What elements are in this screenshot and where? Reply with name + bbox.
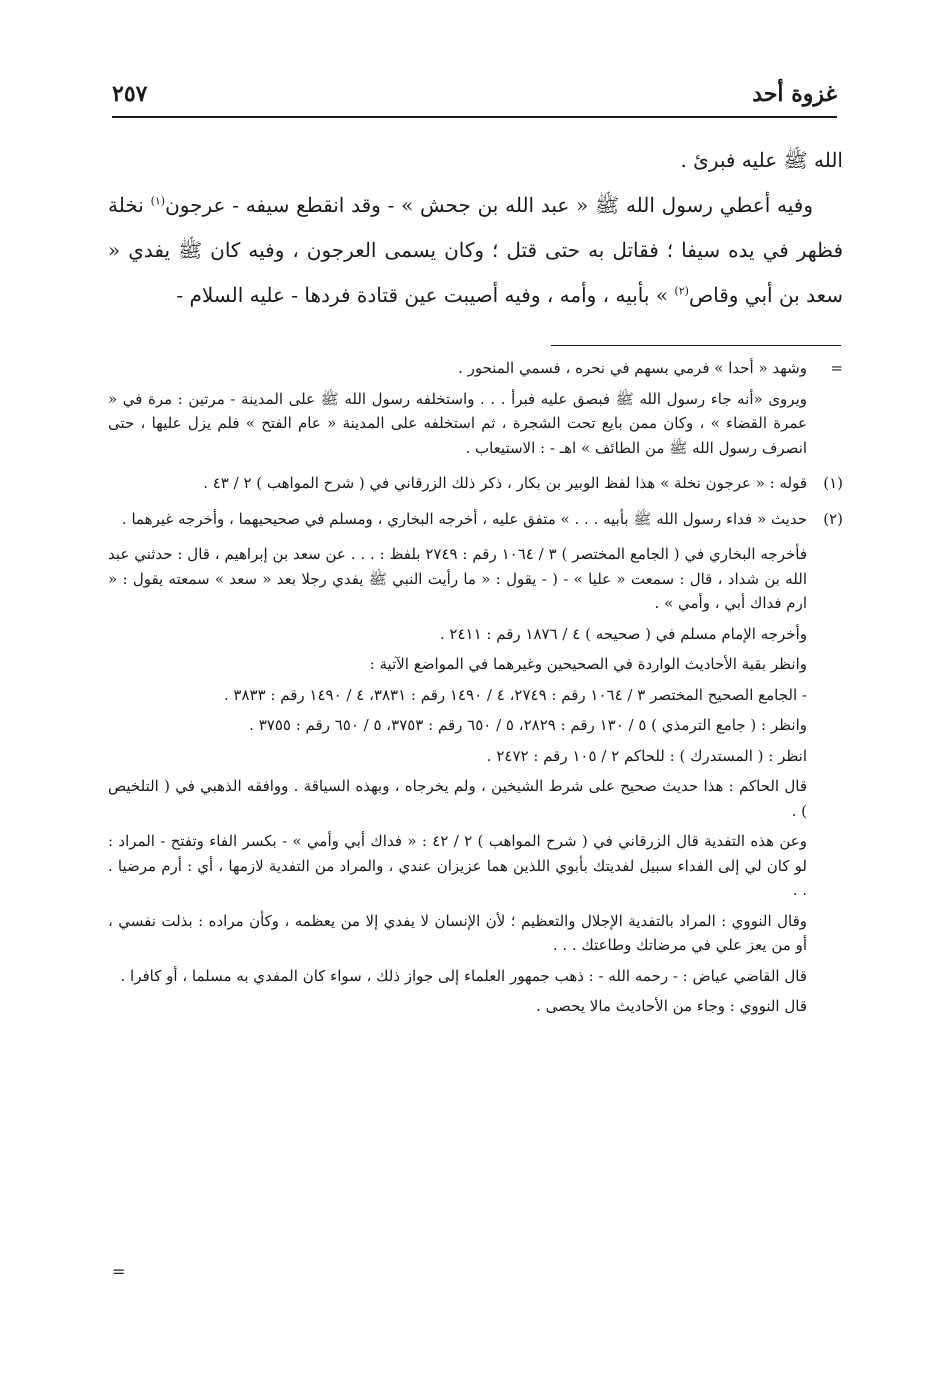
continuation-paragraph: وشهد « أحدا » فرمي بسهم في نحره ، فسمي المنحور . bbox=[458, 359, 807, 377]
footnote-2-paragraph: انظر : ( المستدرك ) : للحاكم ٢ / ١٠٥ رقم : ٢٤٧٢ . bbox=[486, 746, 807, 765]
footnote-1-body bbox=[108, 471, 807, 502]
footnote-2-paragraph: - الجامع الصحيح المختصر ٣ / ١٠٦٤ رقم : ٢٧٤٩، ٤ / ١٤٩٠ رقم : ٣٨٣١، ٤ / ١٤٩٠ رقم : ٣٨٣٣ . bbox=[223, 685, 807, 704]
footnote-2-marker: (٢) bbox=[823, 509, 843, 528]
footnote-separator bbox=[551, 345, 841, 346]
footnote-continuation bbox=[108, 356, 843, 466]
footnote-2-paragraph: فأخرجه البخاري في ( الجامع المختصر ) ٣ / ١٠٦٤ رقم : ٢٧٤٩ بلفظ : . . . عن سعد بن إبراهيم ، قال : حدثني عبد الله بن شداد ، قال : سمعت « عليا » - ( - يقول : « ما رأيت النبي ﷺ يفدي رجلا بعد « سعد » سمعته يقول : « ارم فداك أبي ، وأمي » . bbox=[108, 545, 807, 612]
footnote-2-paragraph: وانظر : ( جامع الترمذي ) ٥ / ١٣٠ رقم : ٢٨٢٩، ٥ / ٦٥٠ رقم : ٣٧٥٣، ٥ / ٦٥٠ رقم : ٣٧٥٥ . bbox=[249, 716, 807, 734]
footnote-2-paragraph: وعن هذه التفدية قال الزرقاني في ( شرح المواهب ) ٢ / ٤٢ : « فداك أبي وأمي » - بكسر الفاء وتفتح - المراد : لو كان لي إلى الفداء سبيل لفديتك بأبوي اللذين هما عزيزان عندي ، والمراد من التفدية لازمها ، أي : أرم مرضيا . . . bbox=[108, 832, 808, 899]
footnote-2-body bbox=[108, 507, 807, 538]
footnote-2-paragraph: وأخرجه الإمام مسلم في ( صحيحه ) ٤ / ١٨٧٦ رقم : ٢٤١١ . bbox=[439, 624, 807, 643]
footnote-2-paragraph: حديث « فداء رسول الله ﷺ بأبيه . . . » متفق عليه ، أخرجه البخاري ، ومسلم في صحيحيهما ، وأخرجه غيرهما . bbox=[121, 509, 807, 528]
main-paragraph-2-part-a: وفيه أعطي رسول الله ﷺ « عبد الله بن جحش » - وقد انقطع سيفه - عرجون bbox=[165, 193, 813, 217]
footnote-2-paragraph: وقال النووي : المراد بالتفدية الإجلال والتعظيم ؛ لأن الإنسان لا يفدي إلا من يعظمه ، وكأن مراده : بذلت نفسي ، أو من يعز علي في مرضاتك وطاعتك . . . bbox=[108, 911, 807, 954]
footnote-2-paragraph: قال النووي : وجاء من الأحاديث مالا يحصى . bbox=[536, 997, 807, 1015]
footnote-ref-1: (١) bbox=[150, 194, 166, 208]
page-number: ٢٥٧ bbox=[112, 81, 148, 107]
header-rule bbox=[112, 116, 837, 118]
running-title: غزوة أحد bbox=[752, 81, 837, 107]
footnote-ref-2: (٢) bbox=[674, 284, 689, 298]
main-paragraph-2-part-b: نخلة فظهر في يده سيفا ؛ فقاتل به حتى قتل ؛ وكان يسمى العرجون ، وفيه كان ﷺ يفدي « سعد بن أبي وقاص bbox=[108, 193, 843, 307]
footnote-1-text: قوله : « عرجون نخلة » هذا لفظ الوبير بن بكار ، ذكر ذلك الزرقاني في ( شرح المواهب ) ٢ / ٤٣ . bbox=[203, 474, 807, 492]
footnote-1 bbox=[108, 471, 843, 502]
main-paragraph-2 bbox=[108, 183, 843, 318]
footnotes bbox=[108, 356, 843, 1030]
footnote-2 bbox=[108, 507, 843, 538]
footnote-2-continued bbox=[108, 542, 843, 1025]
continuation-mark: = bbox=[830, 359, 843, 377]
continuation-body bbox=[108, 356, 807, 466]
footnote-2-paragraph: قال القاضي عياض : - رحمه الله - : ذهب جمهور العلماء إلى جواز ذلك ، سواء كان المفدي به مسلما ، أو كافرا . bbox=[120, 966, 807, 985]
main-paragraph-2-part-c: » بأبيه ، وأمه ، وفيه أصيبت عين قتادة فردها - عليه السلام - bbox=[176, 283, 675, 307]
page-header bbox=[112, 74, 837, 114]
footnote-2-paragraph: وانظر بقية الأحاديث الواردة في الصحيحين وغيرهما في المواضع الآتية : bbox=[369, 655, 807, 673]
footnote-1-marker: (١) bbox=[823, 474, 843, 492]
main-text bbox=[108, 138, 843, 318]
continuation-paragraph: ويروى «أنه جاء رسول الله ﷺ فبصق عليه فبرأ . . . واستخلفه رسول الله ﷺ على المدينة - مرتين : مرة في « عمرة القضاء » ، وكان ممن بايع تحت الشجرة ، ثم استخلفه على المدينة « عام الفتح » فلم يزل عليها ، حتى انصرف رسول الله ﷺ من الطائف » اهـ - : الاستيعاب . bbox=[108, 389, 807, 457]
footnote-2-continued-body bbox=[108, 542, 807, 1025]
footnote-2-paragraph: قال الحاكم : هذا حديث صحيح على شرط الشيخين ، ولم يخرجاه ، وبهذه السياقة . ووافقه الذهبي في ( التلخيص ) . bbox=[108, 777, 807, 820]
main-paragraph-1: الله ﷺ عليه فبرئ . bbox=[680, 148, 843, 172]
footnote-continues-mark: = bbox=[112, 1262, 126, 1281]
